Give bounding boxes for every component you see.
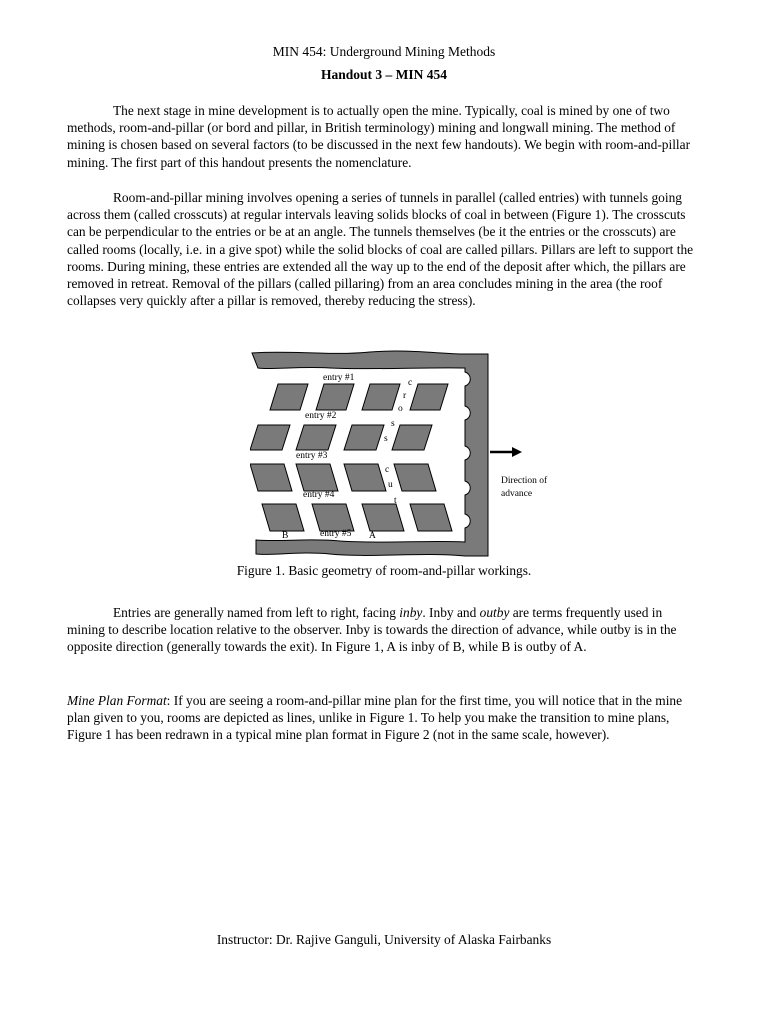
p3-text-c: are terms frequently used in mining to describe location relative to the observer. Inby is towards the direction of advance, while outby is in the opposite direction (generally towards the exit). In Figure 1, A is inby of B, while B is outby of A. — [67, 605, 677, 655]
footer-instructor: Instructor: Dr. Rajive Ganguli, University of Alaska Fairbanks — [216, 932, 552, 947]
crosscut-letter-1: c — [408, 378, 413, 388]
entry-label-1: entry #1 — [323, 373, 355, 383]
p3-text-a: Entries are generally named from left to right, facing — [113, 605, 400, 620]
figure-caption: Figure 1. Basic geometry of room-and-pillar workings. — [236, 563, 532, 578]
paragraph-inby-outby — [67, 604, 698, 656]
advance-arrow-head — [512, 447, 522, 457]
paragraph-room-and-pillar: Room-and-pillar mining involves opening a series of tunnels in parallel (called entries) with tunnels going across them (called crosscuts) at regular intervals leaving solids blocks of coal in between (Figure 1). The crosscuts can be perpendicular to the entries or be at an angle. The tunnels themselves (be it the entries or the crosscuts) are called rooms (locally, i.e. in a give spot) while the solid blocks of coal are called pillars. Pillars are left to support the rooms. During mining, these entries are extended all the way up to the end of the deposit after which, the pillars are removed in retreat. Removal of the pillars (called pillaring) from an area concludes mining in the area (the roof collapses very quickly after a pillar is removed, thereby reducing the stress). — [67, 190, 694, 309]
entry-label-3: entry #3 — [296, 451, 328, 461]
pillar-block — [296, 464, 338, 491]
mine-plan-format-heading: Mine Plan Format — [67, 693, 167, 708]
pillar-block — [394, 464, 436, 491]
pillar-block — [312, 504, 354, 531]
pillars-group — [250, 384, 452, 531]
paragraph-intro: The next stage in mine development is to actually open the mine. Typically, coal is mined by one of two methods, room-and-pillar (or bord and pillar, in British terminology) mining and longwall mining. The method of mining is chosen based on several factors (to be discussed in the next few handouts). We begin with room-and-pillar mining. The first part of this handout presents the nomenclature. — [67, 103, 691, 170]
crosscut-letter-8: t — [394, 496, 397, 506]
pillar-block — [344, 425, 384, 450]
pillar-block — [270, 384, 308, 410]
pillar-block — [250, 464, 292, 491]
direction-label-line2: advance — [501, 489, 533, 499]
pillar-block — [250, 425, 290, 450]
paragraph-mine-plan-format — [67, 692, 698, 744]
mine-plan-format-body: : If you are seeing a room-and-pillar mine plan for the first time, you will notice that in the mine plan given to you, rooms are depicted as lines, unlike in Figure 1. To help you make the transition to mine plans, Figure 1 has been redrawn in a typical mine plan format in Figure 2 (not in the same scale, however). — [67, 693, 683, 743]
entry-label-5: entry #5 — [320, 529, 352, 539]
entry-label-4: entry #4 — [303, 490, 335, 500]
pillar-block — [410, 504, 452, 531]
crosscut-letter-4: s — [391, 419, 395, 429]
crosscut-letter-3: o — [398, 404, 403, 414]
pillar-block — [410, 384, 448, 410]
room-and-pillar-figure — [250, 348, 570, 563]
pillar-block — [344, 464, 386, 491]
crosscut-letter-6: c — [385, 465, 390, 475]
p3-text-b: . Inby and — [422, 605, 480, 620]
direction-label-line1: Direction of — [501, 476, 548, 486]
course-line: MIN 454: Underground Mining Methods — [272, 44, 496, 59]
entry-label-2: entry #2 — [305, 411, 337, 421]
crosscut-letter-7: u — [388, 480, 393, 490]
pillar-block — [262, 504, 304, 531]
handout-title: Handout 3 – MIN 454 — [320, 67, 447, 82]
point-b-label: B — [282, 531, 289, 541]
pillar-block — [296, 425, 336, 450]
term-inby: inby — [399, 605, 423, 620]
pillar-block — [362, 384, 400, 410]
pillar-block — [316, 384, 354, 410]
pillar-block — [362, 504, 404, 531]
crosscut-letter-2: r — [403, 391, 407, 401]
pillar-block — [392, 425, 432, 450]
term-outby: outby — [479, 605, 510, 620]
point-a-label: A — [369, 531, 376, 541]
crosscut-letter-5: s — [384, 434, 388, 444]
